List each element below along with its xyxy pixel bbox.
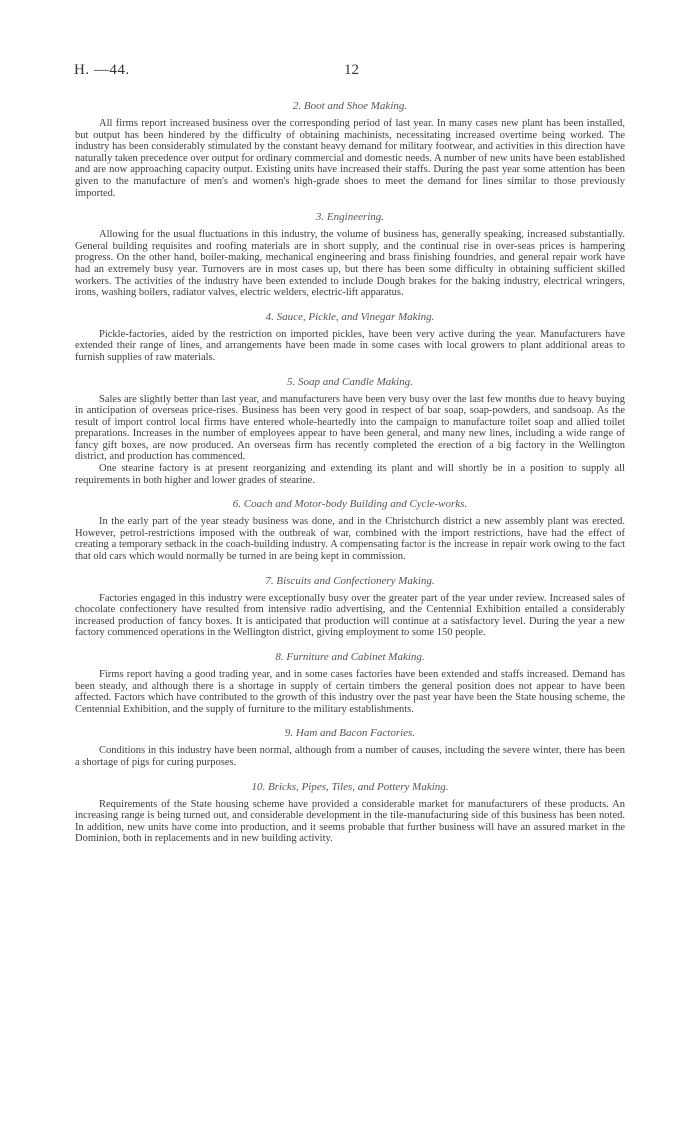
paragraph: Pickle-factories, aided by the restriction on imported pickles, have been very active during the year. Manufacturers have extended their range of lines, and arrangements have been made in some cases with local growers to plant additional areas to furnish supplies of raw materials. [75, 328, 625, 363]
section-heading: 4. Sauce, Pickle, and Vinegar Making. [265, 310, 435, 323]
section-heading: 7. Biscuits and Confectionery Making. [265, 574, 435, 587]
section-heading: 2. Boot and Shoe Making. [292, 100, 408, 112]
paragraph: Factories engaged in this industry were exceptionally busy over the greater part of the year under review. Increased sales of chocolate confectionery have resulted from intensive radio advertising, and the Centennial Exhibition entailed a considerably increased production of fancy boxes. It is anticipated that production will continue at a satisfactory level. During the year a new factory commenced operations in the Wellington district, giving employment to some 150 people. [75, 592, 625, 639]
section-soap-and-candle [75, 376, 625, 487]
section-ham-and-bacon [75, 727, 625, 768]
section-heading: 9. Ham and Bacon Factories. [284, 727, 416, 740]
paragraph: Firms report having a good trading year, and in some cases factories have been extended and staffs increased. Demand has been steady, and although there is a shortage in supply of certain timbers the general position does not appear to have been affected. Factors which have contributed to the growth of this industry over the past year have been the State housing scheme, the Centennial Exhibition, and the supply of furniture to the military establishments. [75, 669, 625, 715]
section-heading: 8. Furniture and Cabinet Making. [275, 651, 425, 663]
section-bricks-pipes-tiles-pottery [75, 781, 625, 845]
section-biscuits-and-confectionery [75, 575, 625, 639]
section-boot-and-shoe-making [75, 100, 625, 199]
section-heading: 3. Engineering. [315, 211, 385, 224]
section-furniture-and-cabinet [75, 651, 625, 715]
section-sauce-pickle-vinegar [75, 311, 625, 364]
document-reference: H. —44. [74, 62, 130, 78]
section-heading: 5. Soap and Candle Making. [287, 375, 413, 388]
paragraph: All firms report increased business over the corresponding period of last year. In many cases new plant has been installed, but output has been hindered by the difficulty of obtaining machinists, necessitating increased overtime being worked. The industry has been considerably stimulated by the constant heavy demand for military footwear, and activities in this direction have naturally taken precedence over output for ordinary commercial and domestic needs. A number of new units have been established and are now approaching capacity output. Existing units have increased their staffs. During the past year some attention has been given to the manufacture of men's and women's high-grade shoes to meet the demand for lines similar to those previously imported. [75, 118, 625, 199]
document-body [75, 100, 625, 857]
paragraph: Conditions in this industry have been normal, although from a number of causes, including the severe winter, there has been a shortage of pigs for curing purposes. [75, 745, 625, 768]
section-engineering [75, 211, 625, 299]
section-coach-and-motor-body [75, 498, 625, 562]
section-heading: 6. Coach and Motor-body Building and Cycle-works. [232, 498, 468, 511]
page-number: 12 [344, 62, 359, 78]
paragraph: Sales are slightly better than last year, and manufacturers have been very busy over the last few months due to heavy buying in anticipation of overseas price-rises. Business has been very good in respect of bar soap, soap-powders, and sandsoap. As the result of import control local firms have entered whole-heartedly into the campaign to manufacture toilet soap and allied toilet preparations. Increases in the number of employees appear to have been general, and many new lines, including a wide range of fancy gift boxes, are now produced. An overseas firm has recently completed the erection of a big factory in the Wellington district, and production has commenced. [75, 393, 625, 463]
paragraph: One stearine factory is at present reorganizing and extending its plant and will shortly be in a position to supply all requirements in both higher and lower grades of stearine. [75, 463, 625, 486]
page-header [74, 62, 634, 82]
section-heading: 10. Bricks, Pipes, Tiles, and Pottery Making. [251, 780, 449, 793]
paragraph: Allowing for the usual fluctuations in this industry, the volume of business has, generally speaking, increased substantially. General building requisites and roofing materials are in short supply, and the continual rise in over-seas prices is hampering progress. On the other hand, boiler-making, mechanical engineering and brass finishing foundries, and general repair work have had an extremely busy year. Turnovers are in most cases up, but there has been some difficulty in obtaining sufficient skilled workers. The activities of the industry have been extended to include Dough brakes for the baking industry, electrical wringers, irons, washing boilers, radiator valves, electric welders, electric-lift apparatus. [75, 229, 625, 299]
paragraph: In the early part of the year steady business was done, and in the Christchurch district a new assembly plant was erected. However, petrol-restrictions imposed with the outbreak of war, combined with the import restrictions, have had the effect of creating a temporary setback in the coach-building industry. A compensating factor is the increase in repair work owing to the fact that old cars which would normally be turned in are being kept in commission. [75, 516, 625, 563]
paragraph: Requirements of the State housing scheme have provided a considerable market for manufacturers of these products. An increasing range is being turned out, and considerable development in the tile-manufacturing side of this business has been noted. In addition, new units have come into production, and it seems probable that further business will have an assured market in the Dominion, both in replacements and in new building activity. [75, 798, 625, 845]
